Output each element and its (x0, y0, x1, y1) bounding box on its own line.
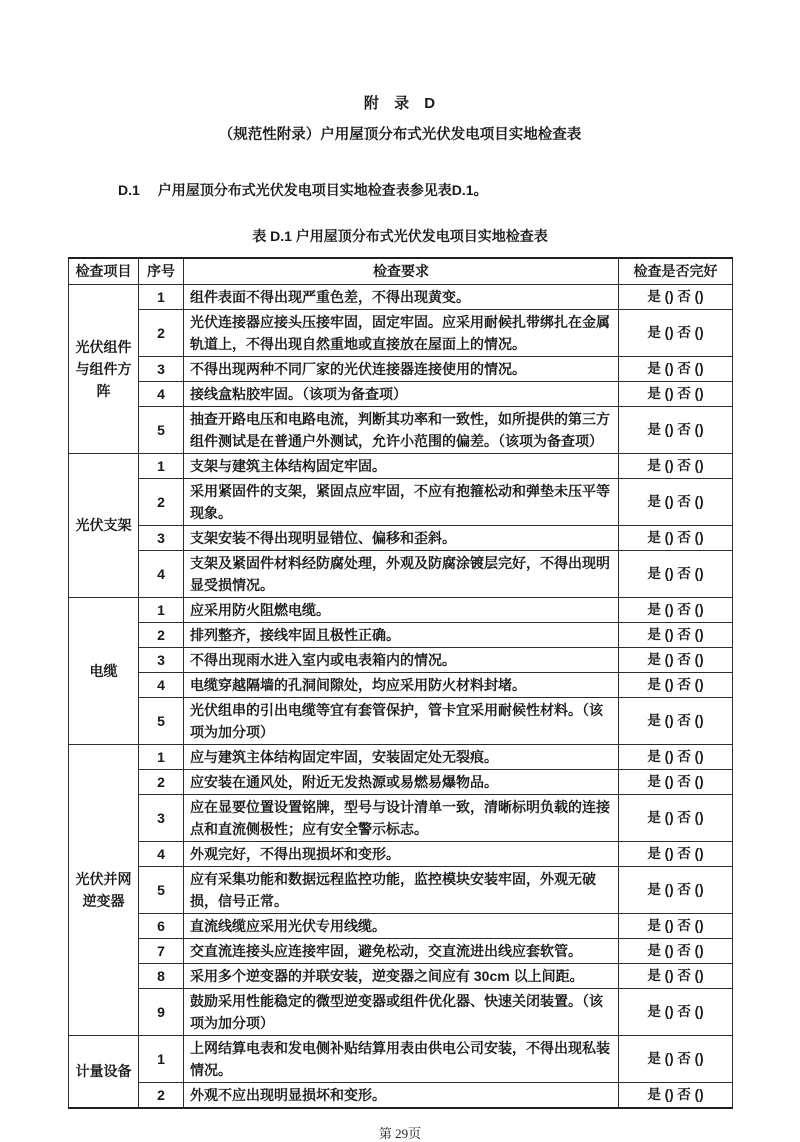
row-number-cell: 1 (139, 744, 184, 769)
requirement-cell: 接线盒粘胶牢固。（该项为备查项） (184, 381, 619, 406)
table-row (69, 525, 733, 550)
check-cell: 是 () 否 () (619, 1082, 733, 1108)
row-number-cell: 7 (139, 938, 184, 963)
requirement-cell: 电缆穿越隔墙的孔洞间隙处，均应采用防火材料封堵。 (184, 672, 619, 697)
check-cell: 是 () 否 () (619, 284, 733, 309)
check-cell: 是 () 否 () (619, 453, 733, 478)
row-number-cell: 1 (139, 284, 184, 309)
table-row (69, 478, 733, 525)
appendix-subtitle: （规范性附录）户用屋顶分布式光伏发电项目实地检查表 (218, 127, 582, 143)
check-cell: 是 () 否 () (619, 550, 733, 597)
row-number-cell: 4 (139, 381, 184, 406)
requirement-cell: 光伏连接器应接头压接牢固，固定牢固。应采用耐候扎带绑扎在金属轨道上，不得出现自然重地或直接放在屋面上的情况。 (184, 309, 619, 356)
check-cell: 是 () 否 () (619, 525, 733, 550)
table-row (69, 841, 733, 866)
row-number-cell: 5 (139, 697, 184, 744)
table-row (69, 697, 733, 744)
requirement-cell: 采用多个逆变器的并联安装，逆变器之间应有 30cm 以上间距。 (184, 963, 619, 988)
row-number-cell: 1 (139, 1035, 184, 1082)
row-number-cell: 8 (139, 963, 184, 988)
row-number-cell: 6 (139, 913, 184, 938)
header-check-item: 检查项目 (69, 258, 139, 284)
table-row (69, 1082, 733, 1108)
clause-text: 户用屋顶分布式光伏发电项目实地检查表参见表D.1。 (157, 182, 488, 198)
check-cell: 是 () 否 () (619, 478, 733, 525)
table-row (69, 453, 733, 478)
row-number-cell: 5 (139, 406, 184, 453)
check-cell: 是 () 否 () (619, 309, 733, 356)
requirement-cell: 组件表面不得出现严重色差，不得出现黄变。 (184, 284, 619, 309)
check-cell: 是 () 否 () (619, 913, 733, 938)
requirement-cell: 支架与建筑主体结构固定牢固。 (184, 453, 619, 478)
row-number-cell: 4 (139, 841, 184, 866)
row-number-cell: 1 (139, 453, 184, 478)
clause-d1 (118, 180, 732, 200)
requirement-cell: 抽查开路电压和电路电流，判断其功率和一致性，如所提供的第三方组件测试是在普通户外测试，允许小范围的偏差。（该项为备查项） (184, 406, 619, 453)
appendix-title: 附 录 D (363, 95, 437, 112)
table-row (69, 597, 733, 622)
table-row (69, 1035, 733, 1082)
category-cell: 光伏并网逆变器 (69, 744, 139, 1035)
requirement-cell: 应安装在通风处，附近无发热源或易燃易爆物品。 (184, 769, 619, 794)
requirement-cell: 排列整齐，接线牢固且极性正确。 (184, 622, 619, 647)
table-row (69, 406, 733, 453)
check-cell: 是 () 否 () (619, 963, 733, 988)
check-cell: 是 () 否 () (619, 794, 733, 841)
requirement-cell: 支架安装不得出现明显错位、偏移和歪斜。 (184, 525, 619, 550)
table-row (69, 938, 733, 963)
check-cell: 是 () 否 () (619, 381, 733, 406)
requirement-cell: 外观完好，不得出现损坏和变形。 (184, 841, 619, 866)
requirement-cell: 直流线缆应采用光伏专用线缆。 (184, 913, 619, 938)
table-row (69, 866, 733, 913)
requirement-cell: 鼓励采用性能稳定的微型逆变器或组件优化器、快速关闭装置。（该项为加分项） (184, 988, 619, 1035)
table-row (69, 284, 733, 309)
row-number-cell: 2 (139, 622, 184, 647)
requirement-cell: 应与建筑主体结构固定牢固，安装固定处无裂痕。 (184, 744, 619, 769)
check-cell: 是 () 否 () (619, 938, 733, 963)
table-row (69, 913, 733, 938)
requirement-cell: 支架及紧固件材料经防腐处理，外观及防腐涂镀层完好，不得出现明显受损情况。 (184, 550, 619, 597)
check-cell: 是 () 否 () (619, 597, 733, 622)
requirement-cell: 交直流连接头应连接牢固，避免松动，交直流进出线应套软管。 (184, 938, 619, 963)
row-number-cell: 3 (139, 794, 184, 841)
row-number-cell: 3 (139, 647, 184, 672)
check-cell: 是 () 否 () (619, 697, 733, 744)
table-row (69, 744, 733, 769)
table-row (69, 356, 733, 381)
header-check-result: 检查是否完好 (619, 258, 733, 284)
category-cell: 光伏组件与组件方阵 (69, 284, 139, 453)
check-cell: 是 () 否 () (619, 622, 733, 647)
row-number-cell: 3 (139, 525, 184, 550)
check-cell: 是 () 否 () (619, 672, 733, 697)
check-cell: 是 () 否 () (619, 841, 733, 866)
row-number-cell: 1 (139, 597, 184, 622)
check-cell: 是 () 否 () (619, 988, 733, 1035)
table-row (69, 988, 733, 1035)
clause-label: D.1 (118, 182, 140, 198)
requirement-cell: 应在显要位置设置铭牌，型号与设计清单一致，清晰标明负载的连接点和直流侧极性；应有安全警示标志。 (184, 794, 619, 841)
row-number-cell: 3 (139, 356, 184, 381)
table-header-row (69, 258, 733, 284)
requirement-cell: 应采用防火阻燃电缆。 (184, 597, 619, 622)
header-requirement: 检查要求 (184, 258, 619, 284)
row-number-cell: 2 (139, 769, 184, 794)
requirement-cell: 上网结算电表和发电侧补贴结算用表由供电公司安装，不得出现私装情况。 (184, 1035, 619, 1082)
check-cell: 是 () 否 () (619, 1035, 733, 1082)
table-row (69, 769, 733, 794)
table-row (69, 550, 733, 597)
table-caption: 表 D.1 户用屋顶分布式光伏发电项目实地检查表 (252, 228, 548, 244)
table-row (69, 622, 733, 647)
requirement-cell: 不得出现两种不同厂家的光伏连接器连接使用的情况。 (184, 356, 619, 381)
row-number-cell: 2 (139, 309, 184, 356)
table-row (69, 672, 733, 697)
table-row (69, 309, 733, 356)
header-serial-number: 序号 (139, 258, 184, 284)
requirement-cell: 应有采集功能和数据远程监控功能，监控模块安装牢固，外观无破损，信号正常。 (184, 866, 619, 913)
category-cell: 电缆 (69, 597, 139, 744)
table-row (69, 381, 733, 406)
check-cell: 是 () 否 () (619, 356, 733, 381)
page-number: 第 29页 (378, 1125, 422, 1141)
row-number-cell: 2 (139, 478, 184, 525)
category-cell: 光伏支架 (69, 453, 139, 597)
table-row (69, 647, 733, 672)
check-cell: 是 () 否 () (619, 647, 733, 672)
check-cell: 是 () 否 () (619, 866, 733, 913)
row-number-cell: 5 (139, 866, 184, 913)
requirement-cell: 光伏组串的引出电缆等宜有套管保护，管卡宜采用耐候性材料。（该项为加分项） (184, 697, 619, 744)
table-row (69, 963, 733, 988)
check-cell: 是 () 否 () (619, 769, 733, 794)
requirement-cell: 外观不应出现明显损坏和变形。 (184, 1082, 619, 1108)
requirement-cell: 采用紧固件的支架，紧固点应牢固，不应有抱箍松动和弹垫未压平等现象。 (184, 478, 619, 525)
check-cell: 是 () 否 () (619, 744, 733, 769)
check-cell: 是 () 否 () (619, 406, 733, 453)
row-number-cell: 4 (139, 550, 184, 597)
category-cell: 计量设备 (69, 1035, 139, 1108)
row-number-cell: 2 (139, 1082, 184, 1108)
inspection-table (68, 257, 733, 1109)
table-row (69, 794, 733, 841)
row-number-cell: 4 (139, 672, 184, 697)
requirement-cell: 不得出现雨水进入室内或电表箱内的情况。 (184, 647, 619, 672)
row-number-cell: 9 (139, 988, 184, 1035)
